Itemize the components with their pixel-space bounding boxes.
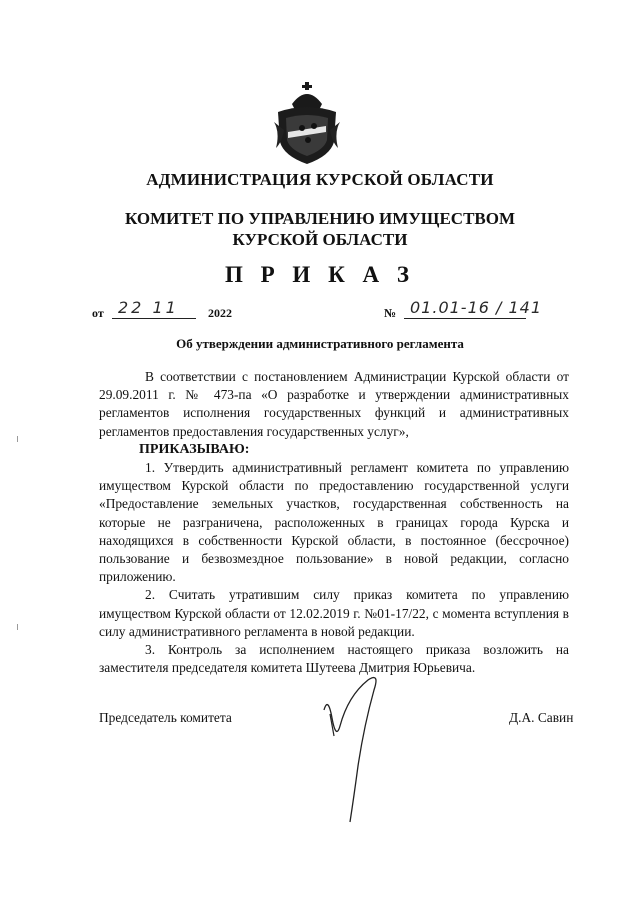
year: 2022: [208, 306, 232, 320]
number-underline: [404, 318, 526, 319]
committee-title-line1: КОМИТЕТ ПО УПРАВЛЕНИЮ ИМУЩЕСТВОМ: [124, 209, 516, 228]
committee-title-line2: КУРСКОЙ ОБЛАСТИ: [232, 230, 408, 249]
number-prefix: №: [384, 306, 397, 320]
clause-2-paragraph: 2. Считать утратившим силу приказ комитета по управлению имуществом Курской области от 12.02.2019 г. №01-17/22, с момента вступления в силу административного регламента в новой редакции.: [99, 587, 569, 639]
administration-title: АДМИНИСТРАЦИЯ КУРСКОЙ ОБЛАСТИ: [146, 170, 494, 189]
scan-artifact: [17, 624, 18, 630]
date-prefix: от: [92, 306, 104, 320]
clause-1-paragraph: 1. Утвердить административный регламент комитета по управлению имуществом Курской области по предоставлению государственной услуги «Предоставление земельных участков, государственная собственность на которые не разграничена, расположенных в границах города Курска и находящихся в собственности Курской области, в постоянное (бессрочное) пользование и безвозмездное пользование» в новой редакции, согласно приложению.: [99, 460, 569, 585]
document-body: [99, 368, 569, 677]
scan-artifact: [17, 436, 18, 442]
signatory-position: Председатель комитета: [99, 710, 232, 725]
document-type-title: П Р И К А З: [224, 262, 415, 287]
document-subject: Об утверждении административного регламента: [176, 336, 464, 351]
kursk-coat-of-arms-icon: [272, 82, 342, 166]
committee-title: [0, 208, 640, 250]
clause-3-paragraph: 3. Контроль за исполнением настоящего приказа возложить на заместителя председателя комитета Шутеева Дмитрия Юрьевича.: [99, 642, 569, 676]
signatory-name: Д.А. Савин: [509, 710, 574, 725]
handwritten-signature: [318, 666, 388, 826]
handwritten-date: 22 11: [118, 298, 179, 317]
order-word: ПРИКАЗЫВАЮ:: [139, 441, 250, 457]
handwritten-number: 01.01-16 / 141: [410, 298, 543, 317]
date-number-row: [92, 300, 572, 324]
date-underline: [112, 318, 196, 319]
preamble-paragraph: В соответствии с постановлением Администрации Курской области от 29.09.2011 г. № 473-па «О разработке и утверждении административных регламентов исполнения государственных функций и административных регламентов предоставления государственных услуг»,: [99, 369, 569, 439]
